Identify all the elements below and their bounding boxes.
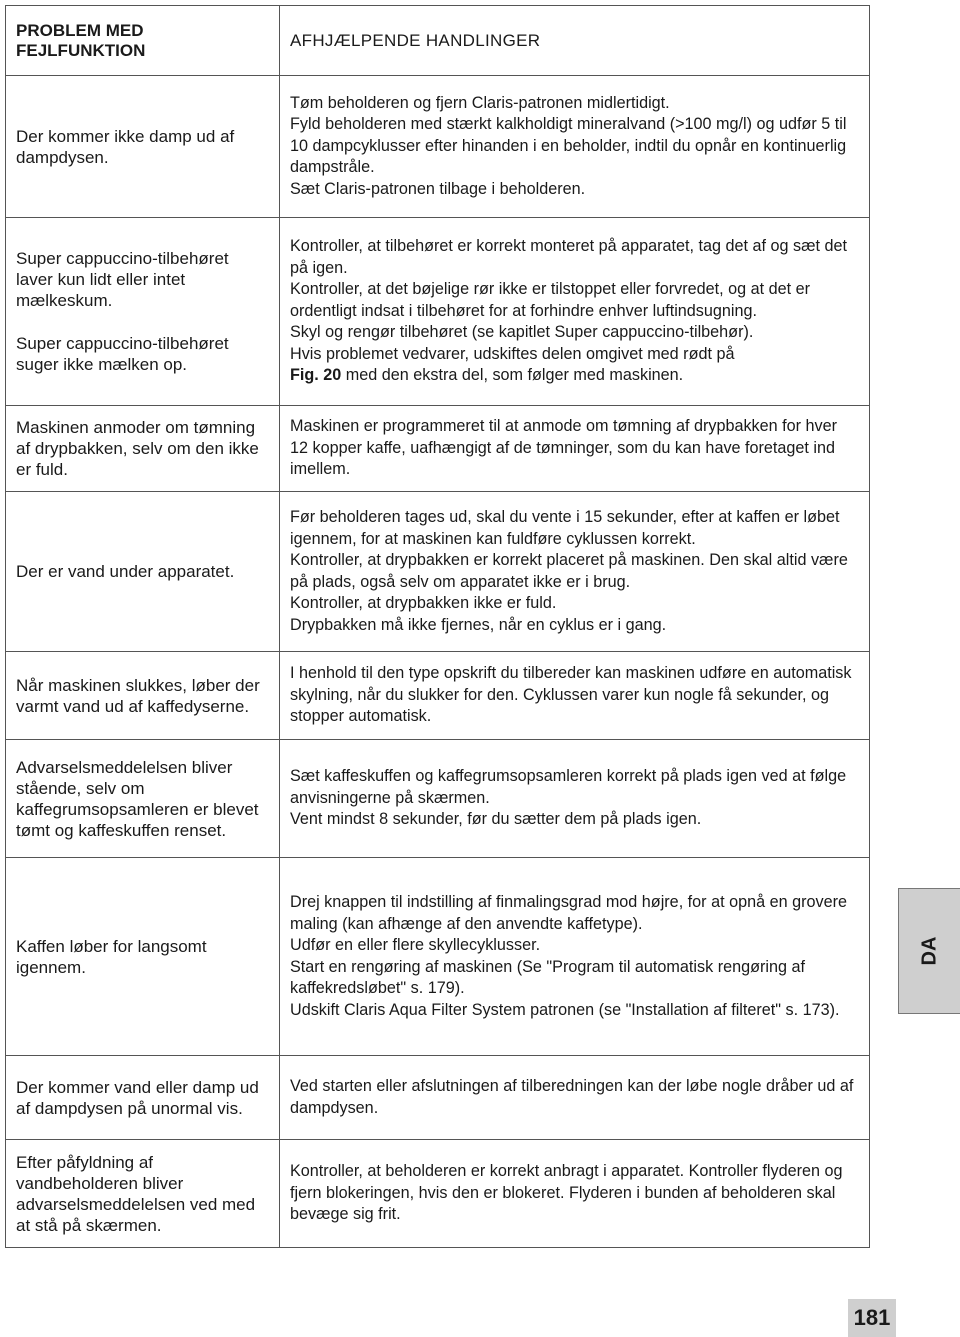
problem-text: Når maskinen slukkes, løber der varmt vand ud af kaffedyserne. [16,675,260,716]
action-text: Kontroller, at beholderen er korrekt anbragt i apparatet. Kontroller flyderen og fjern blokeringen, hvis den er blokeret. Flyderen i bunden af beholderen skal bevæge sig frit. [290,1162,843,1224]
table-row [6,1056,870,1140]
action-text: I henhold til den type opskrift du tilbereder kan maskinen udføre en automatisk skylning, når du slukker for den. Cyklussen varer kun nogle få sekunder, og stopper automatisk. [290,664,852,726]
action-text: Kontroller, at tilbehøret er korrekt monteret på apparatet, tag det af og sæt det på igen. [290,237,847,277]
problem-text: Super cappuccino-tilbehøret suger ikke mælken op. [16,334,229,374]
action-text: Før beholderen tages ud, skal du vente i 15 sekunder, efter at kaffen er løbet igennem, for at maskinen kan fuldføre cyklussen korrekt. [290,508,840,548]
actions-cell [280,652,870,740]
problem-cell [6,1056,280,1140]
actions-cell [280,858,870,1056]
table-header-row [6,6,870,76]
table-row [6,1140,870,1248]
problem-text: Kaffen løber for langsomt igennem. [16,936,207,977]
actions-cell [280,406,870,492]
action-text: Kontroller, at det bøjelige rør ikke er tilstoppet eller forvredet, og at det er ordentligt indsat i tilbehøret for at forhindre enhver luftindsugning. [290,280,811,320]
actions-cell [280,1056,870,1140]
language-tab [898,888,960,1014]
problem-cell [6,740,280,858]
problem-text: Der er vand under apparatet. [16,562,235,581]
table-row [6,76,870,218]
actions-cell [280,218,870,406]
action-text: Sæt kaffeskuffen og kaffegrumsopsamleren korrekt på plads igen ved at følge anvisningerne på skærmen. [290,767,847,807]
page-number: 181 [848,1299,896,1337]
troubleshooting-table [5,5,870,1248]
action-text-part: med den ekstra del, som følger med maskinen. [345,366,684,385]
problem-text: Super cappuccino-tilbehøret laver kun lidt eller intet mælkeskum. [16,249,229,310]
action-text: Tøm beholderen og fjern Claris-patronen midlertidigt. [290,93,670,112]
problem-text: Der kommer vand eller damp ud af dampdysen på unormal vis. [16,1077,259,1118]
action-text: Drypbakken må ikke fjernes, når en cyklus er i gang. [290,615,667,634]
action-text: Kontroller, at drypbakken er korrekt placeret på maskinen. Den skal altid være på plads, også selv om apparatet ikke er i brug. [290,551,848,591]
table-row [6,218,870,406]
problem-header-cell [6,6,280,76]
actions-header-cell [280,6,870,76]
problem-cell [6,218,280,406]
problem-header-line2: FEJLFUNKTION [16,40,146,60]
figure-reference: Fig. 20 [290,366,342,385]
problem-header [16,21,269,61]
problem-text: Maskinen anmoder om tømning af drypbakken, selv om den ikke er fuld. [16,418,259,479]
action-text: Start en rengøring af maskinen (Se "Program til automatisk rengøring af kaffekredsløbet" s. 179). [290,957,805,997]
action-text: Fyld beholderen med stærkt kalkholdigt mineralvand (>100 mg/l) og udfør 5 til 10 dampcyklusser efter hinanden i en beholder, indtil du opnår en kontinuerlig dampstråle. [290,115,847,177]
actions-cell [280,492,870,652]
problem-text: Efter påfyldning af vandbeholderen bliver advarselsmeddelelsen ved med at stå på skærmen. [16,1152,256,1235]
problem-cell [6,652,280,740]
action-text-part: Hvis problemet vedvarer, udskiftes delen omgivet med rødt på [290,344,735,363]
table-row [6,858,870,1056]
action-text: Vent mindst 8 sekunder, før du sætter dem på plads igen. [290,810,702,829]
action-text: Udfør en eller flere skyllecyklusser. [290,936,541,954]
table-row [6,652,870,740]
problem-text: Der kommer ikke damp ud af dampdysen. [16,126,235,167]
action-text: Kontroller, at drypbakken ikke er fuld. [290,594,557,612]
action-text: Ved starten eller afslutningen af tilberedningen kan der løbe nogle dråber ud af dampdysen. [290,1077,854,1117]
problem-header-line1: PROBLEM MED [16,20,144,40]
action-text: Sæt Claris-patronen tilbage i beholderen. [290,179,586,198]
problem-cell [6,858,280,1056]
action-text: Maskinen er programmeret til at anmode om tømning af drypbakken for hver 12 kopper kaffe, uafhængigt af de tømninger, som du kan have foretaget ind imellem. [290,417,838,479]
actions-header: AFHJÆLPENDE HANDLINGER [290,30,541,50]
language-code: DA [918,936,941,966]
actions-cell [280,1140,870,1248]
problem-cell [6,406,280,492]
problem-text: Advarselsmeddelelsen bliver stående, selv om kaffegrumsopsamleren er blevet tømt og kaffeskuffen renset. [16,757,259,840]
problem-cell [6,492,280,652]
table-row [6,492,870,652]
action-text: Skyl og rengør tilbehøret (se kapitlet Super cappuccino-tilbehør). [290,323,754,342]
action-text: Udskift Claris Aqua Filter System patronen (se "Installation af filteret" s. 173). [290,1000,840,1019]
actions-cell [280,740,870,858]
problem-cell [6,76,280,218]
problem-cell [6,1140,280,1248]
action-text [290,344,859,387]
table-row [6,406,870,492]
table-row [6,740,870,858]
action-text: Drej knappen til indstilling af finmalingsgrad mod højre, for at opnå en grovere maling (kan afhænge af den anvendte kaffetype). [290,893,847,933]
actions-cell [280,76,870,218]
